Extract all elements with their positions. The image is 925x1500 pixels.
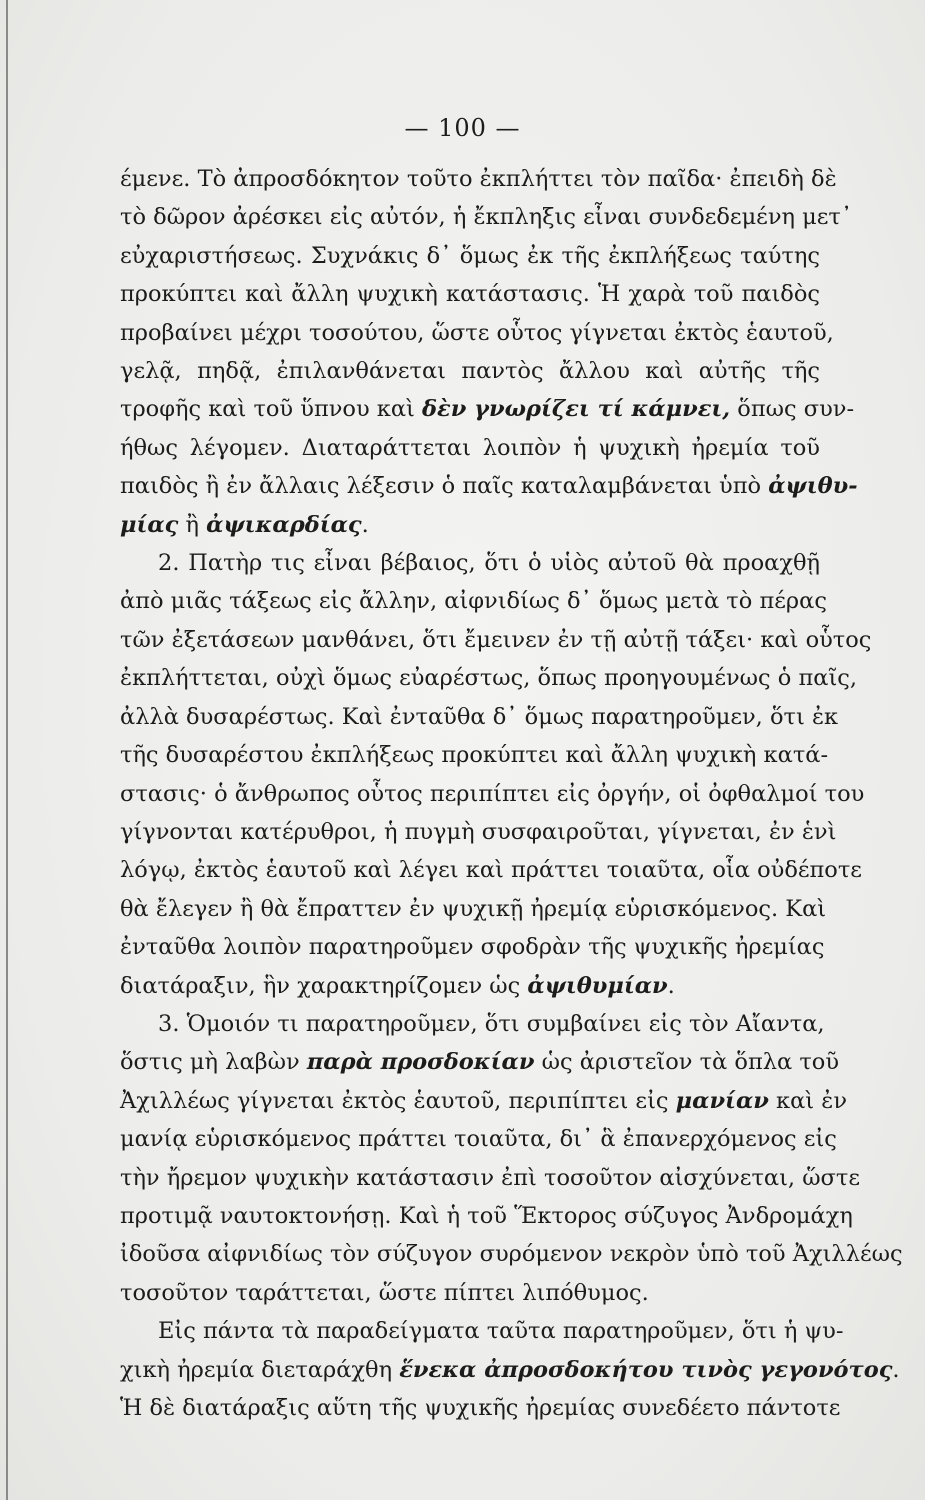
emphasized-text: μίας [120,511,179,538]
text-run: ὅστις μὴ λαβὼν [120,1049,307,1076]
text-line [120,314,834,352]
text-run: ἐκπλήττεται, οὐχὶ ὅμως εὐαρέστως, ὅπως προηγουμένως ὁ παῖς, [120,665,858,692]
text-line [120,237,820,275]
text-line [120,582,827,620]
text-run: προτιμᾷ ναυτοκτονήσῃ. Καὶ ἡ τοῦ Ἕκτορος σύζυγος Ἀνδρομάχη [120,1202,853,1229]
text-line [120,621,872,659]
text-line [120,429,820,467]
text-run: παιδὸς ἢ ἐν ἄλλαις λέξεσιν ὁ παῖς καταλαμβάνεται ὑπὸ [120,473,769,500]
text-line [120,1005,825,1043]
text-line [120,1159,861,1197]
text-run: τῆς δυσαρέστου ἐκπλήξεως προκύπτει καὶ ἄλλη ψυχικὴ κατά- [120,742,829,769]
text-run: προβαίνει μέχρι τοσούτου, ὥστε οὗτος γίγνεται ἐκτὸς ἑαυτοῦ, [120,319,834,346]
text-run: ἐνταῦθα λοιπὸν παρατηροῦμεν σφοδρὰν τῆς ψυχικῆς ἠρεμίας [120,934,825,961]
emphasized-text: δὲν γνωρίζει τί κάμνει, [422,396,731,423]
text-line [120,967,820,1005]
text-run: διατάραξιν, ἣν χαρακτηρίζομεν ὡς [120,972,528,999]
text-line [120,775,865,813]
emphasized-text: ἀψιθυμίαν [527,972,668,999]
text-line [120,275,820,313]
page-number: — 100 — [404,114,521,142]
text-run: 2. Πατὴρ τις εἶναι βέβαιος, ὅτι ὁ υἱὸς αὐτοῦ θὰ προαχθῇ [158,550,820,577]
text-line [120,1043,840,1081]
emphasized-text: ἀψιθυ- [768,473,858,500]
text-line [120,928,825,966]
text-run: τοσοῦτον ταράττεται, ὥστε πίπτει λιπόθυμος. [120,1279,649,1306]
text-run: ἰδοῦσα αἰφνιδίως τὸν σύζυγον συρόμενον νεκρὸν ὑπὸ τοῦ Ἀχιλλέως [120,1241,903,1268]
text-run: γίγνονται κατέρυθροι, ἡ πυγμὴ συσφαιροῦται, γίγνεται, ἐν ἑνὶ [120,818,837,845]
text-run: τροφῆς καὶ τοῦ ὕπνου καὶ [120,396,423,423]
text-run: τὴν ἤρεμον ψυχικὴν κατάστασιν ἐπὶ τοσοῦτον αἰσχύνεται, ὥστε [120,1164,861,1191]
text-run: μανίᾳ εὑρισκόμενος πράττει τοιαῦτα, δι᾿ ἃ ἐπανερχόμενος εἰς [120,1126,837,1153]
text-line [120,1120,837,1158]
body-text [120,160,903,1427]
text-run: προκύπτει καὶ ἄλλη ψυχικὴ κατάστασις. Ἡ χαρὰ τοῦ παιδὸς [120,281,820,308]
text-run: 3. Ὁμοιόν τι παρατηροῦμεν, ὅτι συμβαίνει εἰς τὸν Αἴαντα, [158,1010,825,1037]
text-line [120,1389,841,1427]
text-line [120,544,820,582]
text-line [120,736,829,774]
emphasized-text: ἀψικαρδίας [206,511,362,538]
text-line [120,352,820,390]
emphasized-text: μανίαν [675,1087,769,1114]
text-run: λόγῳ, ἐκτὸς ἑαυτοῦ καὶ λέγει καὶ πράττει τοιαῦτα, οἷα οὐδέποτε [120,857,862,884]
text-line [120,659,858,697]
text-run: . [667,972,675,999]
text-run: Εἰς πάντα τὰ παραδείγματα ταῦτα παρατηροῦμεν, ὅτι ἡ ψυ- [158,1318,844,1345]
text-run: γελᾷ, πηδᾷ, ἐπιλανθάνεται παντὸς ἄλλου καὶ αὐτῆς τῆς [120,358,820,385]
text-run: ήθως λέγομεν. Διαταράττεται λοιπὸν ἡ ψυχικὴ ἠρεμία τοῦ [120,434,820,461]
text-line [120,390,855,428]
text-run: Ἡ δὲ διατάραξις αὕτη τῆς ψυχικῆς ἠρεμίας συνεδέετο πάντοτε [120,1395,841,1421]
text-run: τὸ δῶρον ἀρέσκει εἰς αὐτόν, ἡ ἔκπληξις εἶναι συνδεδεμένη μετ᾿ [120,204,853,231]
text-run: ἀλλὰ δυσαρέστως. Καὶ ἐνταῦθα δ᾿ ὅμως παρατηροῦμεν, ὅτι ἐκ [120,703,839,730]
text-run: . [892,1356,900,1383]
text-run: ὅπως συν- [730,396,855,423]
text-line [120,467,858,505]
text-run: έμενε. Τὸ ἀπροσδόκητον τοῦτο ἐκπλήττει τὸν παῖδα· ἐπειδὴ δὲ [120,166,837,192]
text-run: Ἀχιλλέως γίγνεται ἐκτὸς ἑαυτοῦ, περιπίπτει εἰς [120,1087,676,1114]
text-line [120,813,837,851]
text-run: ἢ [178,511,207,538]
text-line [120,698,839,736]
text-line [120,160,837,198]
text-line [120,851,862,889]
text-run: ἀπὸ μιᾶς τάξεως εἰς ἄλλην, αἰφνιδίως δ᾿ ὅμως μετὰ τὸ πέρας [120,588,827,615]
text-line [120,1082,848,1120]
text-line [120,506,820,544]
text-line [120,1312,844,1350]
text-line [120,1235,903,1273]
text-run: στασις· ὁ ἄνθρωπος οὗτος περιπίπτει εἰς ὀργήν, οἱ ὀφθαλμοί του [120,780,865,807]
text-run: . [361,511,369,538]
page-edge-shadow [6,0,8,1500]
text-line [120,1197,853,1235]
text-line [120,198,853,236]
text-run: καὶ ἐν [768,1087,848,1114]
text-run: τῶν ἐξετάσεων μανθάνει, ὅτι ἔμεινεν ἐν τῇ αὐτῇ τάξει· καὶ οὗτος [120,626,872,653]
text-run: ὡς ἀριστεῖον τὰ ὅπλα τοῦ [534,1049,840,1076]
text-line [120,890,827,928]
emphasized-text: ἕνεκα ἀπροσδοκήτου τινὸς γεγονότος [399,1356,893,1383]
text-run: θὰ ἔλεγεν ἢ θὰ ἔπραττεν ἐν ψυχικῇ ἠρεμίᾳ εὑρισκόμενος. Καὶ [120,895,827,922]
text-run: χικὴ ἠρεμία διεταράχθη [120,1356,400,1383]
text-run: εὐχαριστήσεως. Συχνάκις δ᾿ ὅμως ἐκ τῆς ἐκπλήξεως ταύτης [120,242,820,269]
text-line [120,1351,900,1389]
emphasized-text: παρὰ προσδοκίαν [306,1049,535,1076]
text-line [120,1274,820,1312]
